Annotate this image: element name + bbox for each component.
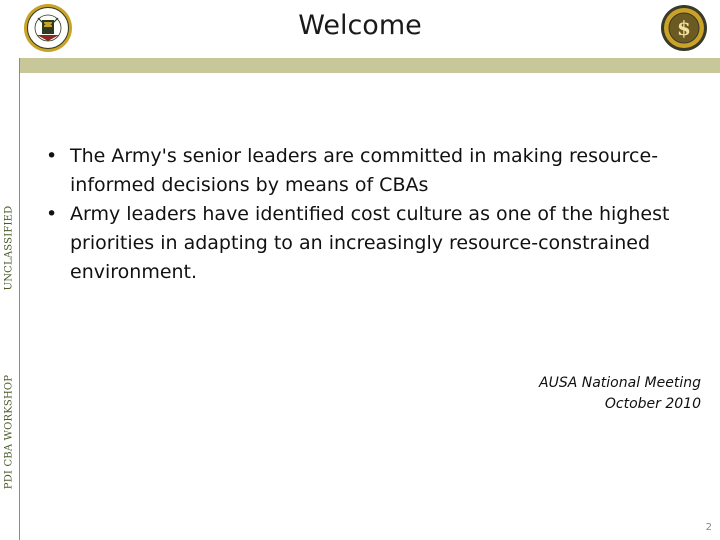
header-band: [20, 58, 720, 73]
sidebar-divider: [19, 58, 20, 540]
bullet-list: [38, 142, 698, 287]
citation-event: AUSA National Meeting: [539, 375, 701, 391]
slide-header: [0, 0, 720, 58]
citation-date: October 2010: [604, 396, 701, 412]
classification-label: UNCLASSIFIED: [3, 205, 15, 291]
workshop-label: PDI CBA WORKSHOP: [3, 374, 15, 490]
sidebar: [0, 0, 19, 540]
page-number: 2: [705, 522, 712, 533]
bullet-item: • The Army's senior leaders are committed in making resource-informed decisions by means of CBAs: [38, 142, 698, 200]
svg-text:$: $: [677, 16, 691, 40]
dollar-emblem-icon: [659, 3, 709, 53]
citation: [539, 373, 701, 415]
page-title: Welcome: [298, 10, 422, 41]
bullet-item: • Army leaders have identified cost culture as one of the highest priorities in adapting to an increasingly resource-constrained environment.: [38, 200, 698, 287]
